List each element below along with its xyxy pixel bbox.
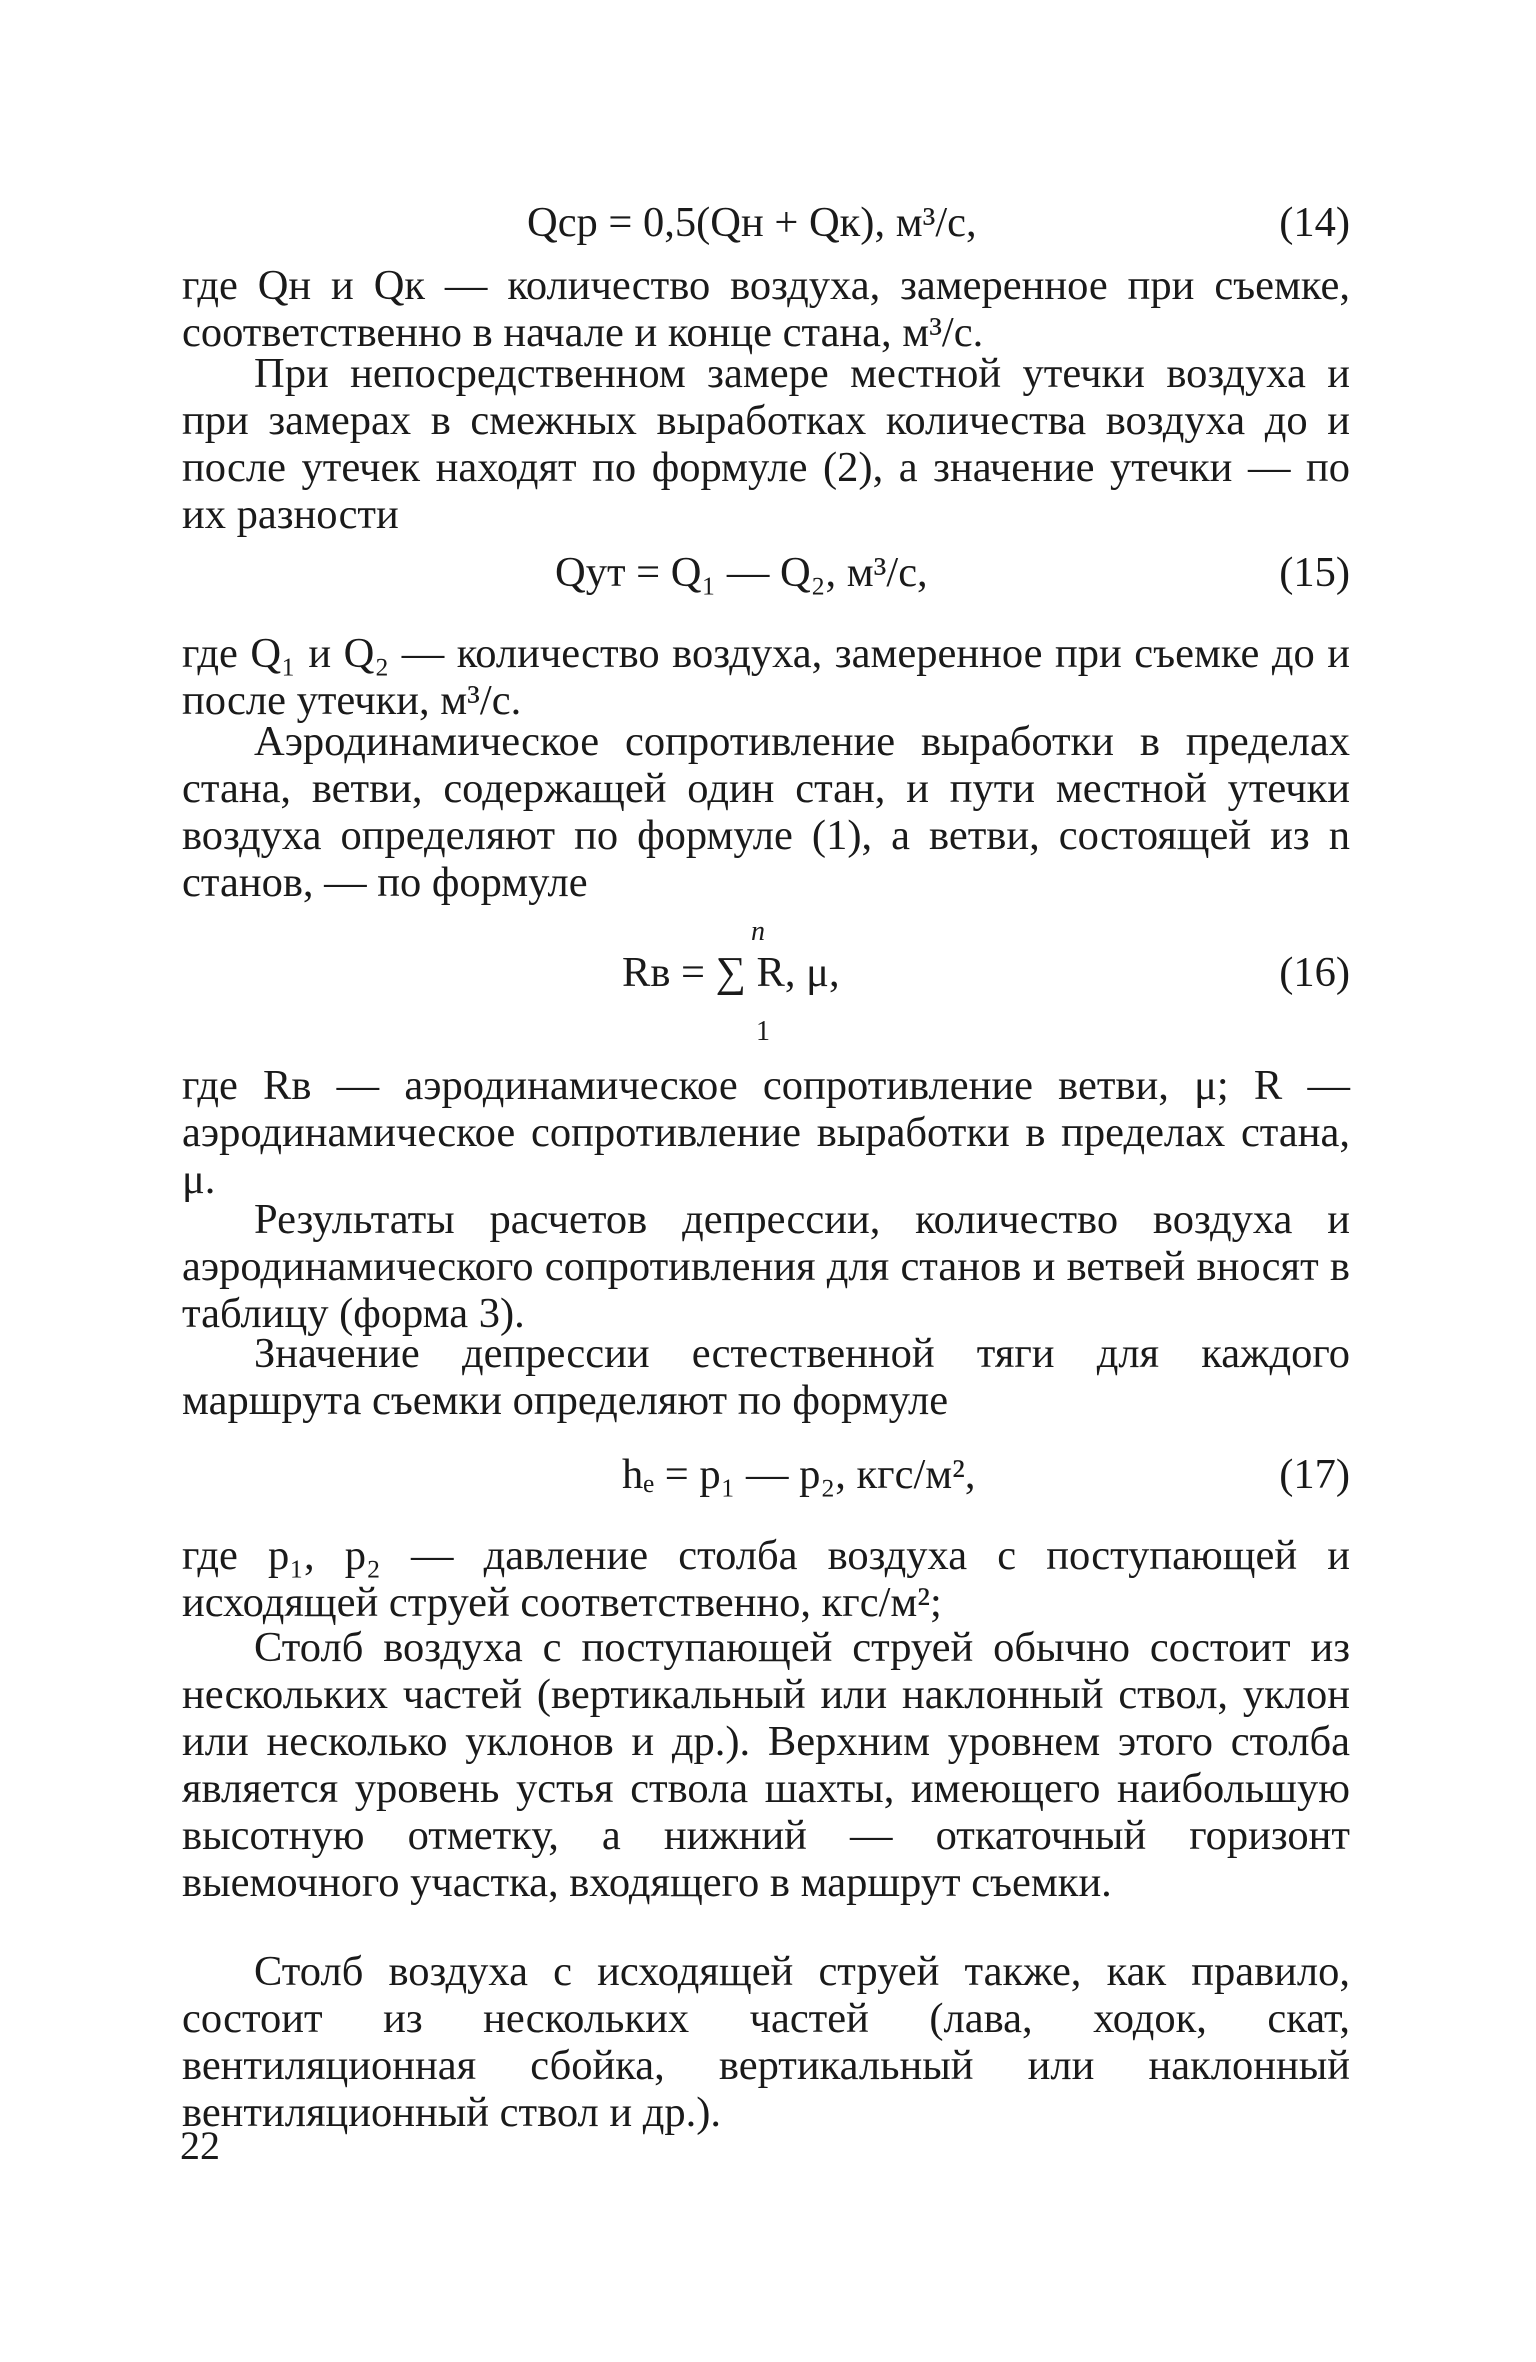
equation-17-number: (17) [1279,1451,1350,1498]
paragraph-1 [182,262,1350,356]
paragraph-6-text: Результаты расчетов депрессии, количество воздуха и аэродинамического сопротивления для станов и ветвей вносят в таблицу (форма 3). [182,1196,1350,1337]
paragraph-9 [182,1624,1350,1906]
sum-upper-limit: n [751,916,765,947]
equation-16-formula: Rв = ∑ R, μ, [622,949,840,996]
paragraph-4-text: Аэродинамическое сопротивление выработки в пределах стана, ветви, содержащей один стан, и пути местной утечки воздуха определяют по формуле (1), а ветви, состоящей из n станов, — по формуле [182,718,1350,906]
paragraph-10 [182,1948,1350,2136]
equation-15-number: (15) [1279,549,1350,596]
equation-16 [182,948,1350,998]
paragraph-10-text: Столб воздуха с исходящей струей также, как правило, состоит из нескольких частей (лава, ходок, скат, вентиляционная сбойка, вертикальный или наклонный вентиляционный ствол и др.). [182,1948,1350,2136]
paragraph-2-text: При непосредственном замере местной утечки воздуха и при замерах в смежных выработках количества воздуха до и после утечек находят по формуле (2), а значение утечки — по их разности [182,350,1350,538]
paragraph-6 [182,1196,1350,1337]
paragraph-7 [182,1330,1350,1424]
page-number: 22 [180,2123,220,2168]
equation-14 [182,198,1350,248]
paragraph-9-text: Столб воздуха с поступающей струей обычно состоит из нескольких частей (вертикальный или наклонный ствол, уклон или несколько уклонов и др.). Верхним уровнем этого столба является уровень устья ствола шахты, имеющего наибольшую высотную отметку, а нижний — откаточный горизонт выемочного участка, входящего в маршрут съемки. [182,1624,1350,1906]
equation-15 [182,548,1350,598]
paragraph-4 [182,718,1350,906]
equation-14-number: (14) [1279,199,1350,246]
paragraph-2 [182,350,1350,538]
equation-14-formula: Qср = 0,5(Qн + Qк), м³/с, [527,199,977,246]
paragraph-5 [182,1062,1350,1203]
paragraph-7-text: Значение депрессии естественной тяги для каждого маршрута съемки определяют по формуле [182,1330,1350,1424]
paragraph-8 [182,1532,1350,1626]
equation-16-number: (16) [1279,949,1350,996]
sum-lower-limit: 1 [756,1016,770,1047]
equation-17 [182,1450,1350,1500]
paragraph-8-text: где p₁, p₂ — давление столба воздуха с поступающей и исходящей струей соответственно, кгс/м²; [182,1532,1350,1626]
paragraph-3 [182,630,1350,724]
paragraph-1-text: где Qн и Qк — количество воздуха, замеренное при съемке, соответственно в начале и конце стана, м³/с. [182,262,1350,356]
equation-17-formula: hₑ = p₁ — p₂, кгс/м², [622,1451,976,1498]
equation-15-formula: Qут = Q₁ — Q₂, м³/с, [555,549,928,596]
paragraph-5-text: где Rв — аэродинамическое сопротивление ветви, μ; R — аэродинамическое сопротивление выработки в пределах стана, μ. [182,1062,1350,1203]
paragraph-3-text: где Q₁ и Q₂ — количество воздуха, замеренное при съемке до и после утечки, м³/с. [182,630,1350,724]
